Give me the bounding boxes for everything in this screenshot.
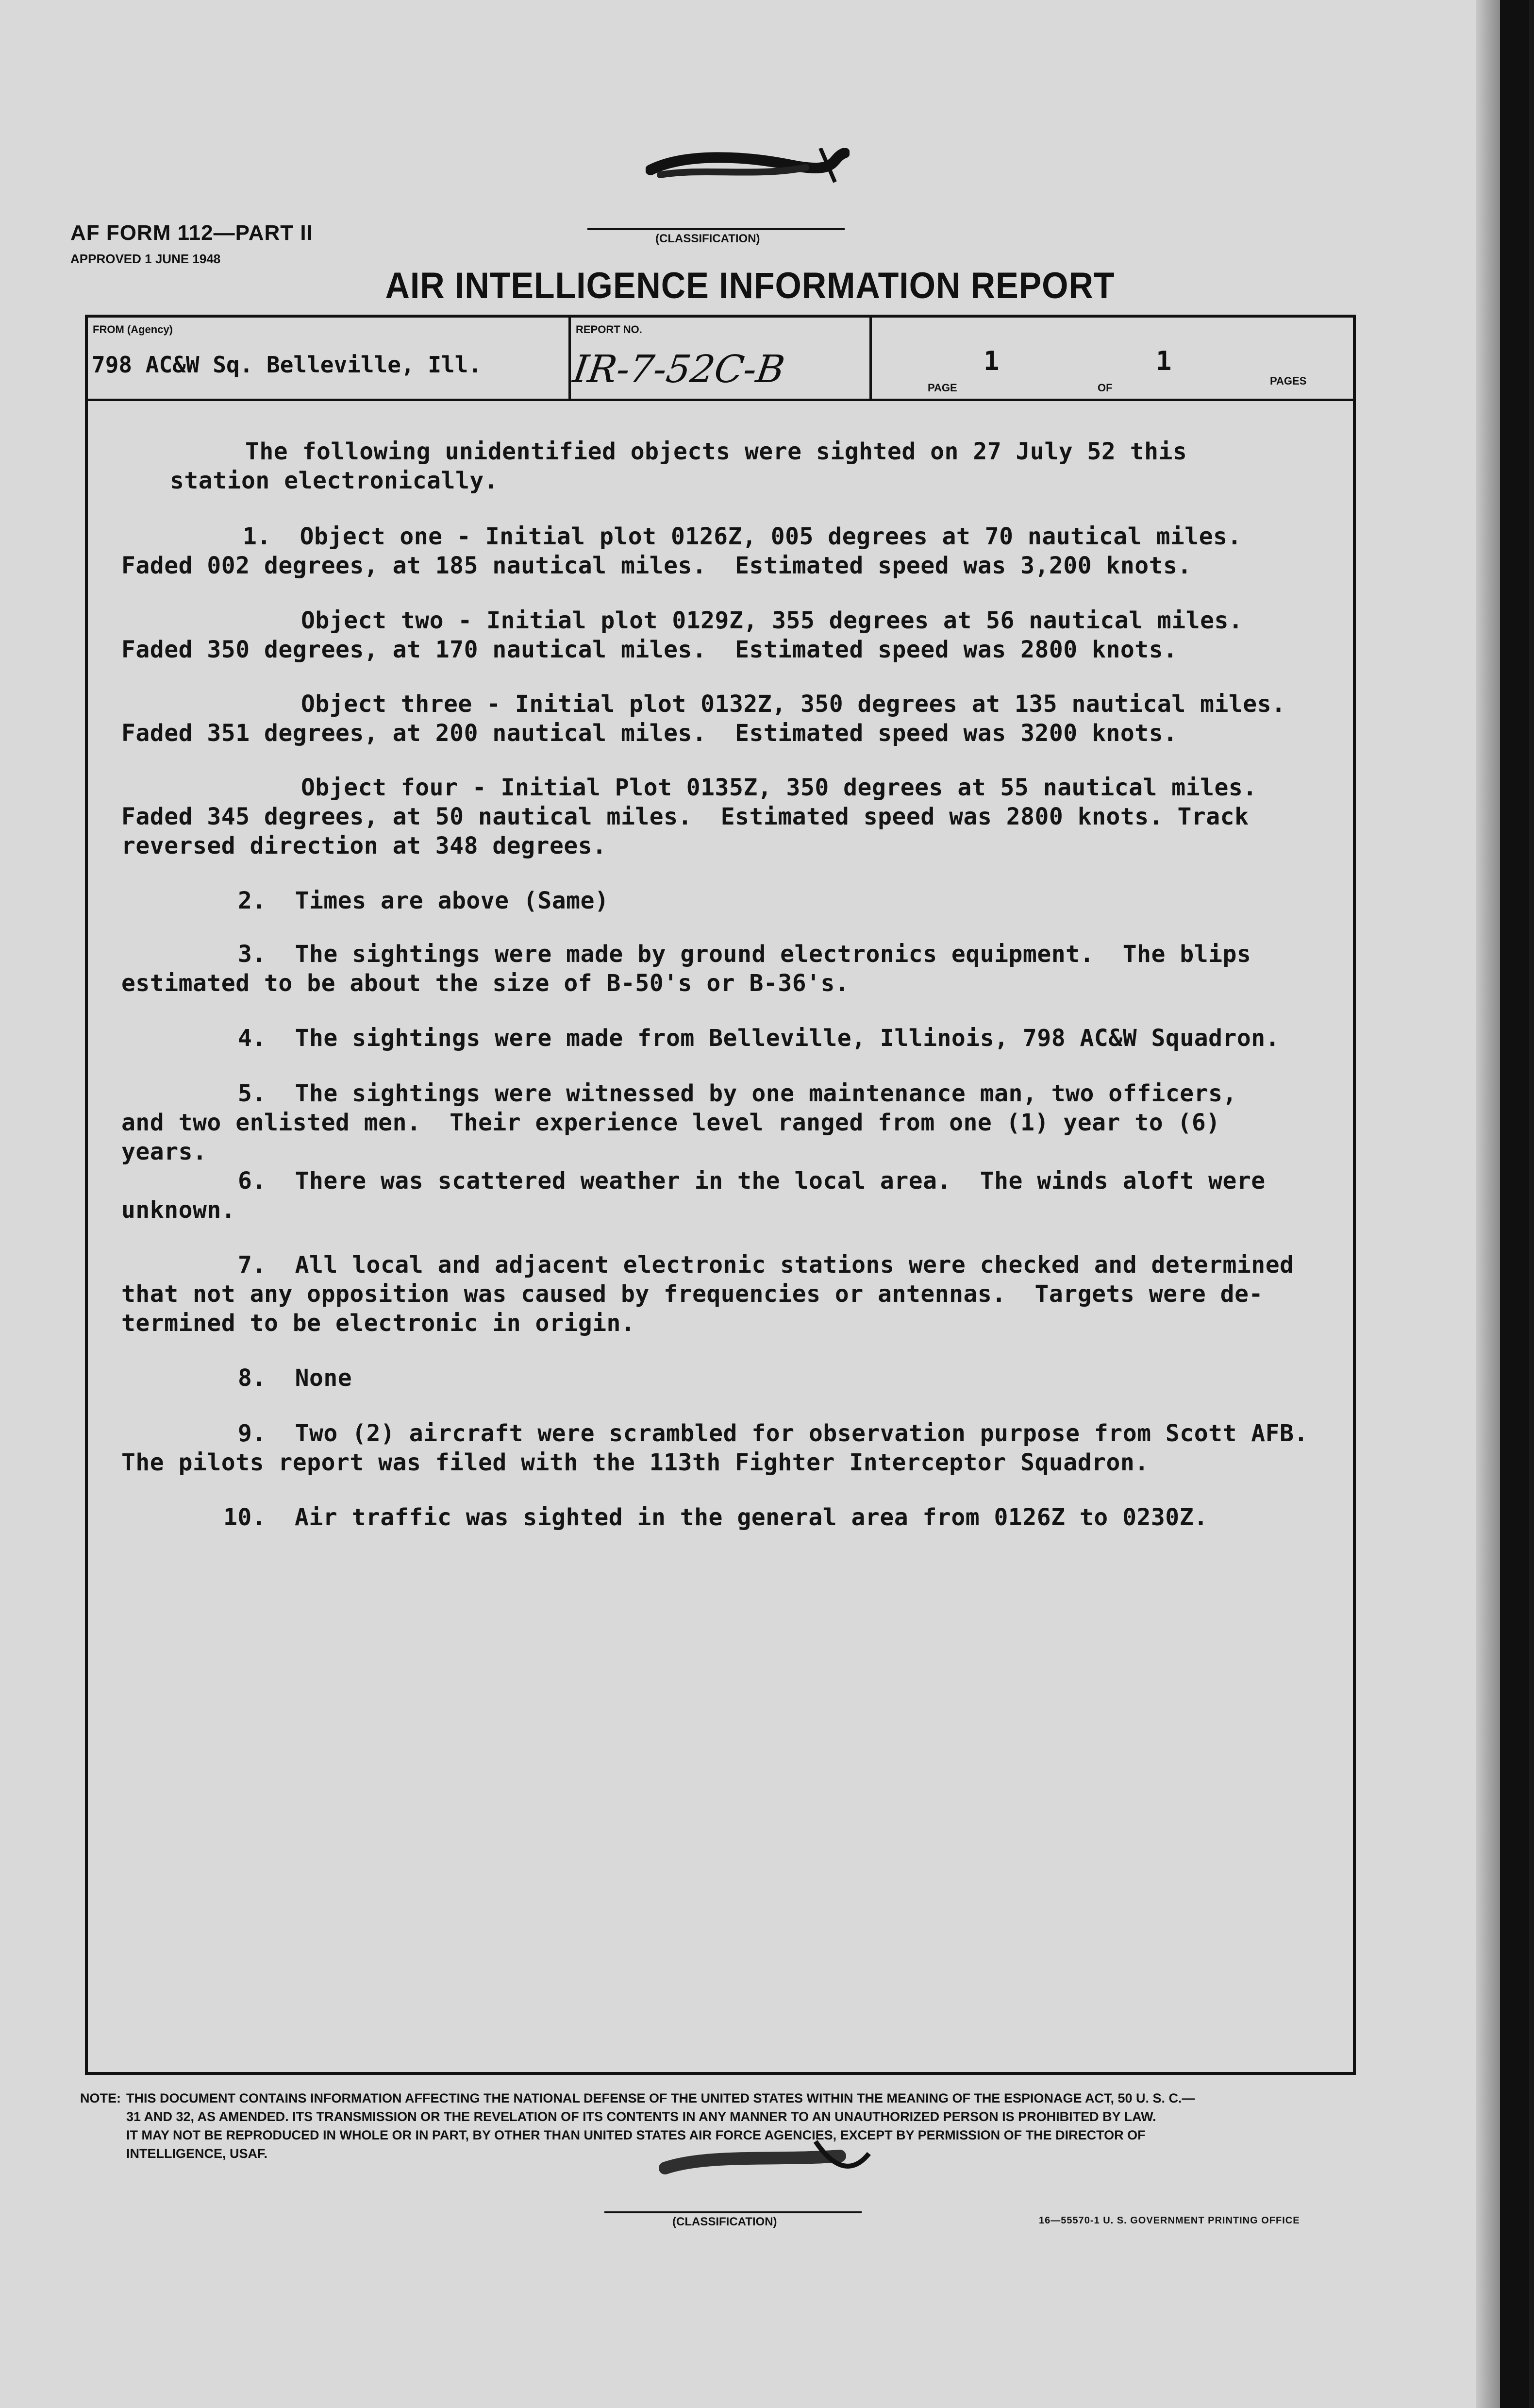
body-line: and two enlisted men. Their experience level ranged from one (1) year to (6) — [121, 1109, 1220, 1136]
body-line: years. — [121, 1138, 207, 1165]
printing-office-code: 16—55570-1 U. S. GOVERNMENT PRINTING OFFICE — [1039, 2215, 1300, 2226]
classification-label-bottom: (CLASSIFICATION) — [672, 2215, 777, 2228]
body-line: that not any opposition was caused by frequencies or antennas. Targets were de- — [121, 1280, 1263, 1308]
body-line: Object four - Initial Plot 0135Z, 350 degrees at 55 nautical miles. — [301, 774, 1257, 801]
note-line: THIS DOCUMENT CONTAINS INFORMATION AFFECTING THE NATIONAL DEFENSE OF THE UNITED STATES WITHIN THE MEANING OF THE ESPIONAGE ACT, 50 U. S. C.— — [126, 2091, 1195, 2105]
from-label: FROM (Agency) — [93, 323, 173, 336]
body-line: termined to be electronic in origin. — [121, 1310, 635, 1337]
classification-line-bottom — [604, 2211, 862, 2213]
body-line: 4. The sightings were made from Belleville, Illinois, 798 AC&W Squadron. — [238, 1025, 1280, 1052]
body-line: Faded 350 degrees, at 170 nautical miles. Estimated speed was 2800 knots. — [121, 636, 1178, 663]
classification-label-top: (CLASSIFICATION) — [655, 232, 760, 245]
redacted-footer-stamp — [655, 2134, 879, 2188]
note-line: 31 AND 32, AS AMENDED. ITS TRANSMISSION OR THE REVELATION OF ITS CONTENTS IN ANY MANNER TO AN UNAUTHORIZED PERSON IS PROHIBITED BY LAW. — [126, 2109, 1156, 2124]
page-edge-shadow — [1476, 0, 1500, 2408]
body-line: 8. None — [238, 1364, 352, 1392]
page-number: 1 — [984, 346, 1000, 376]
report-no-label: REPORT NO. — [576, 323, 642, 336]
note-line: IT MAY NOT BE REPRODUCED IN WHOLE OR IN PART, BY OTHER THAN UNITED STATES AIR FORCE AGENCIES, EXCEPT BY PERMISSION OF THE DIRECTOR OF — [126, 2128, 1146, 2142]
report-title: AIR INTELLIGENCE INFORMATION REPORT — [385, 265, 1115, 306]
page-label: PAGE — [928, 382, 957, 394]
from-agency: 798 AC&W Sq. Belleville, Ill. — [92, 352, 482, 378]
note-lead: NOTE: — [80, 2091, 121, 2105]
body-line: reversed direction at 348 degrees. — [121, 832, 607, 859]
body-line: estimated to be about the size of B-50's or B-36's. — [121, 970, 850, 997]
body-line: 9. Two (2) aircraft were scrambled for observation purpose from Scott AFB. — [238, 1420, 1308, 1447]
body-line: 5. The sightings were witnessed by one maintenance man, two officers, — [238, 1080, 1237, 1107]
body-line: 10. Air traffic was sighted in the general area from 0126Z to 0230Z. — [223, 1504, 1208, 1531]
redacted-classification-stamp — [646, 148, 850, 187]
form-approved-date: APPROVED 1 JUNE 1948 — [70, 252, 221, 266]
body-line: 7. All local and adjacent electronic stations were checked and determined — [238, 1251, 1294, 1279]
body-line: station electronically. — [170, 467, 499, 494]
body-line: Object two - Initial plot 0129Z, 355 degrees at 56 nautical miles. — [301, 607, 1243, 634]
header-divider-2 — [869, 318, 872, 401]
classification-line-top — [587, 228, 845, 230]
body-line: The following unidentified objects were sighted on 27 July 52 this — [245, 438, 1187, 465]
report-number: IR-7-52C-B — [570, 348, 787, 391]
body-line: 2. Times are above (Same) — [238, 887, 609, 914]
body-line: The pilots report was filed with the 113th Fighter Interceptor Squadron. — [121, 1449, 1149, 1476]
report-header-row — [88, 318, 1353, 401]
body-line: Faded 002 degrees, at 185 nautical miles. Estimated speed was 3,200 knots. — [121, 552, 1192, 579]
body-line: Object three - Initial plot 0132Z, 350 degrees at 135 nautical miles. — [301, 690, 1286, 718]
body-line: Faded 351 degrees, at 200 nautical miles. Estimated speed was 3200 knots. — [121, 720, 1178, 747]
note-line: INTELLIGENCE, USAF. — [126, 2146, 268, 2161]
pages-label: PAGES — [1270, 375, 1307, 387]
body-line: 6. There was scattered weather in the local area. The winds aloft were — [238, 1167, 1266, 1195]
body-line: 1. Object one - Initial plot 0126Z, 005 degrees at 70 nautical miles. — [243, 523, 1242, 550]
body-line: unknown. — [121, 1196, 236, 1224]
form-id: AF FORM 112—PART II — [70, 221, 313, 245]
body-line: 3. The sightings were made by ground electronics equipment. The blips — [238, 941, 1251, 968]
total-pages: 1 — [1156, 346, 1172, 376]
body-line: Faded 345 degrees, at 50 nautical miles. Estimated speed was 2800 knots. Track — [121, 803, 1249, 830]
of-label: OF — [1098, 382, 1113, 394]
